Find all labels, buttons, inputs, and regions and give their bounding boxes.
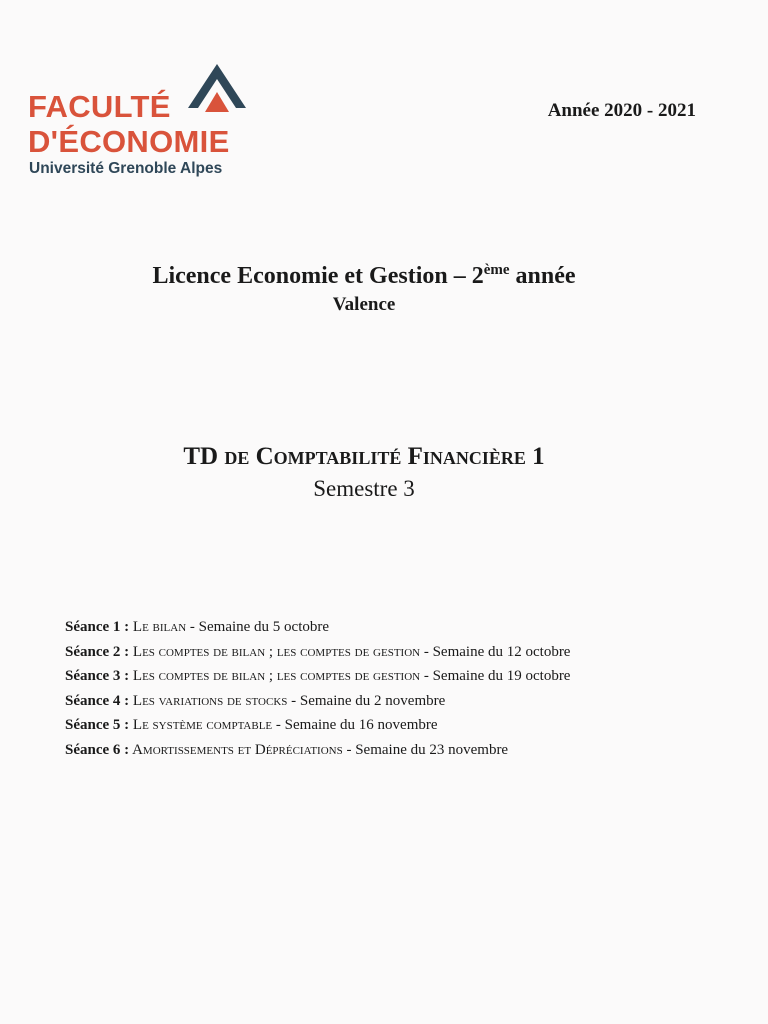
program-title-sup: ème (483, 262, 510, 278)
session-topic: Les comptes de bilan ; les comptes de gestion (129, 643, 421, 660)
academic-year: Année 2020 - 2021 (547, 100, 696, 121)
mountain-logo-icon (186, 62, 248, 124)
session-item (65, 715, 745, 740)
session-topic: Le système comptable (129, 717, 273, 733)
course-semester: Semestre 3 (313, 476, 415, 501)
session-item (65, 642, 745, 667)
program-title (0, 262, 728, 290)
session-topic: Les comptes de bilan ; les comptes de gestion (129, 668, 421, 684)
session-list (65, 617, 745, 764)
course-title: TD de Comptabilité Financière 1 (183, 443, 545, 470)
session-topic: Amortissements et Dépréciations (129, 741, 343, 758)
session-label: Séance 1 : (65, 619, 130, 635)
session-week: - Semaine du 23 novembre (342, 741, 509, 758)
session-label: Séance 2 : (65, 643, 130, 660)
session-week: - Semaine du 19 octobre (420, 668, 571, 684)
session-label: Séance 5 : (65, 717, 130, 733)
session-item (65, 740, 745, 765)
session-label: Séance 4 : (65, 692, 130, 709)
session-item (65, 666, 745, 691)
logo-text-faculte: FACULTÉ (28, 89, 171, 124)
faculty-logo (28, 60, 258, 185)
program-location: Valence (332, 294, 396, 315)
session-topic: Le bilan (129, 619, 187, 635)
logo-text-university: Université Grenoble Alpes (29, 160, 223, 177)
session-week: - Semaine du 5 octobre (186, 619, 330, 635)
session-week: - Semaine du 2 novembre (287, 692, 446, 709)
program-title-end: année (509, 263, 576, 289)
session-topic: Les variations de stocks (129, 692, 288, 709)
program-title-main: Licence Economie et Gestion – 2 (152, 263, 484, 289)
session-week: - Semaine du 12 octobre (420, 643, 571, 660)
session-item (65, 617, 745, 642)
logo-text-economie: D'ÉCONOMIE (28, 124, 230, 159)
session-item (65, 691, 745, 716)
session-label: Séance 6 : (65, 741, 130, 758)
session-week: - Semaine du 16 novembre (272, 717, 438, 733)
session-label: Séance 3 : (65, 668, 130, 684)
